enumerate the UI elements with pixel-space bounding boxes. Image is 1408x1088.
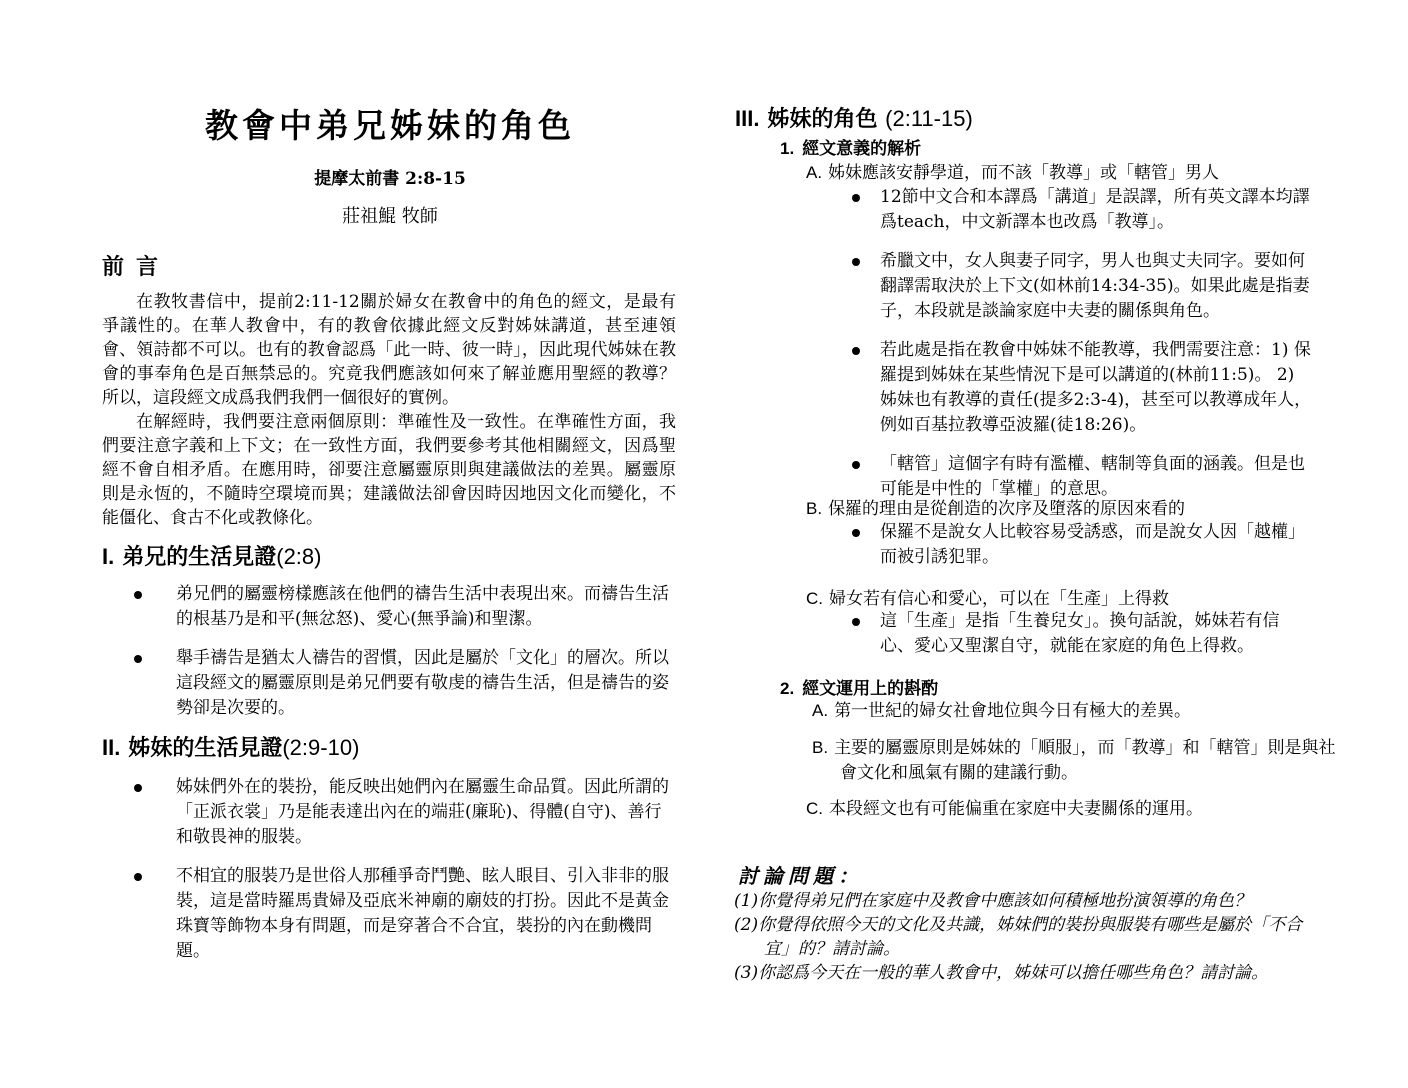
point-A: A. 姊妹應該安靜學道，而不該「教導」或「轄管」男人 xyxy=(806,163,1220,183)
discussion-questions xyxy=(734,889,1314,985)
subsection-2-heading: 2. 經文運用上的斟酌 xyxy=(780,679,939,699)
discussion-question: (3)你認爲今天在一般的華人教會中，姊妹可以擔任哪些角色？請討論。 xyxy=(734,963,1269,983)
preface-body xyxy=(102,290,676,530)
bullet-icon xyxy=(134,873,142,881)
point-B: B. 保羅的理由是從創造的次序及墮落的原因來看的 xyxy=(806,499,1186,519)
bullet-icon xyxy=(852,529,860,537)
list-item: 舉手禱告是猶太人禱告的習慣，因此是屬於「文化」的層次。所以這段經文的屬靈原則是弟兄們要有敬虔的禱告生活，但是禱告的姿勢卻是次要的。 xyxy=(134,646,674,721)
bullet-icon xyxy=(852,258,860,266)
list-item: 「轄管」這個字有時有濫權、轄制等負面的涵義。但是也可能是中性的「掌權」的意思。 xyxy=(852,452,1312,502)
section-2-heading xyxy=(102,731,359,762)
section-ref: (2:8) xyxy=(276,544,322,569)
point-A-bullets xyxy=(852,185,1312,516)
preface-heading: 前言 xyxy=(102,254,171,280)
bullet-icon xyxy=(134,784,142,792)
section-number: I. xyxy=(102,544,115,569)
bullet-icon xyxy=(134,591,142,599)
section-1-heading xyxy=(102,540,322,571)
discussion-question: (1)你覺得弟兄們在家庭中及教會中應該如何積極地扮演領導的角色？ xyxy=(734,891,1252,911)
section-number: III. xyxy=(735,106,760,131)
section-title: 姊妹的生活見證 xyxy=(128,735,283,761)
list-item: 姊妹們外在的裝扮，能反映出她們內在屬靈生命品質。因此所謂的「正派衣裳」乃是能表達出內在的端莊(廉恥)、得體(自守)、善行和敬畏神的服裝。 xyxy=(134,775,674,850)
point-C-bullets xyxy=(852,609,1312,673)
bullet-icon xyxy=(852,347,860,355)
scripture-reference: 提摩太前書 2:8-15 xyxy=(314,169,466,189)
preface-paragraph: 在教牧書信中，提前2:11-12關於婦女在教會中的角色的經文，是最有爭議性的。在華人教會中，有的教會依據此經文反對姊妹講道，甚至連領會、領詩都不可以。也有的教會認爲「此一時、彼一時」，因此現代姊妹在教會的事奉角色是百無禁忌的。究竟我們應該如何來了解並應用聖經的教導？所以，這段經文成爲我們我們一個很好的實例。 xyxy=(102,292,676,408)
list-item: 弟兄們的屬靈榜樣應該在他們的禱告生活中表現出來。而禱告生活的根基乃是和平(無忿怒)、愛心(無爭論)和聖潔。 xyxy=(134,582,674,632)
list-item: 保羅不是說女人比較容易受誘惑，而是說女人因「越權」而被引誘犯罪。 xyxy=(852,520,1312,570)
document-title: 教會中弟兄姊妹的角色 xyxy=(205,106,575,145)
section-ref: (2:9-10) xyxy=(282,735,360,760)
bullet-icon xyxy=(852,618,860,626)
section-2-bullets xyxy=(134,775,674,978)
list-item: 12節中文合和本譯爲「講道」是誤譯，所有英文譯本均譯爲teach，中文新譯本也改爲「教導」。 xyxy=(852,185,1312,235)
section-number: II. xyxy=(102,735,121,760)
list-item: 希臘文中，女人與妻子同字，男人也與丈夫同字。要如何翻譯需取決於上下文(如林前14:34-35)。如果此處是指妻子，本段就是談論家庭中夫妻的關係與角色。 xyxy=(852,249,1312,324)
discussion-heading: 討論問題： xyxy=(738,864,863,888)
application-C: C. 本段經文也有可能偏重在家庭中夫妻關係的運用。 xyxy=(806,799,1203,819)
section-3-heading xyxy=(735,102,973,133)
section-1-bullets xyxy=(134,582,674,735)
list-item: 這「生產」是指「生養兒女」。換句話說，姊妹若有信心、愛心又聖潔自守，就能在家庭的角色上得救。 xyxy=(852,609,1312,659)
section-title: 弟兄的生活見證 xyxy=(122,544,277,570)
bullet-icon xyxy=(852,461,860,469)
discussion-question: (2)你覺得依照今天的文化及共識，姊妹們的裝扮與服裝有哪些是屬於「不合宜」的？請討論。 xyxy=(734,915,1303,959)
section-title: 姊妹的角色 xyxy=(767,106,878,132)
application-A: A. 第一世紀的婦女社會地位與今日有極大的差異。 xyxy=(812,701,1192,721)
author: 莊祖鯤 牧師 xyxy=(342,206,438,227)
list-item: 不相宜的服裝乃是世俗人那種爭奇鬥艷、眩人眼目、引入非非的服裝，這是當時羅馬貴婦及亞底米神廟的廟妓的打扮。因此不是黃金珠寶等飾物本身有問題，而是穿著合不合宜，裝扮的內在動機問題。 xyxy=(134,864,674,964)
bullet-icon xyxy=(134,655,142,663)
preface-paragraph: 在解經時，我們要注意兩個原則：準確性及一致性。在準確性方面，我們要注意字義和上下文；在一致性方面，我們要參考其他相關經文，因爲聖經不會自相矛盾。在應用時，卻要注意屬靈原則與建議做法的差異。屬靈原則是永恆的，不隨時空環境而異；建議做法卻會因時因地因文化而變化，不能僵化、食古不化或教條化。 xyxy=(102,412,676,528)
point-B-bullets xyxy=(852,520,1312,584)
list-item: 若此處是指在教會中姊妹不能教導，我們需要注意：1) 保羅提到姊妹在某些情況下是可以講道的(林前11:5)。 2) 姊妹也有教導的責任(提多2:3-4)，甚至可以教導成年人，例如百基拉教導亞波羅(徒18:26)。 xyxy=(852,338,1312,438)
point-C: C. 婦女若有信心和愛心，可以在「生產」上得救 xyxy=(806,589,1169,609)
application-B: B. 主要的屬靈原則是姊妹的「順服」，而「教導」和「轄管」則是與社會文化和風氣有關的建議行動。 xyxy=(812,738,1336,783)
subsection-1-heading: 1. 經文意義的解析 xyxy=(780,139,922,159)
section-ref: (2:11-15) xyxy=(885,106,973,131)
bullet-icon xyxy=(852,194,860,202)
